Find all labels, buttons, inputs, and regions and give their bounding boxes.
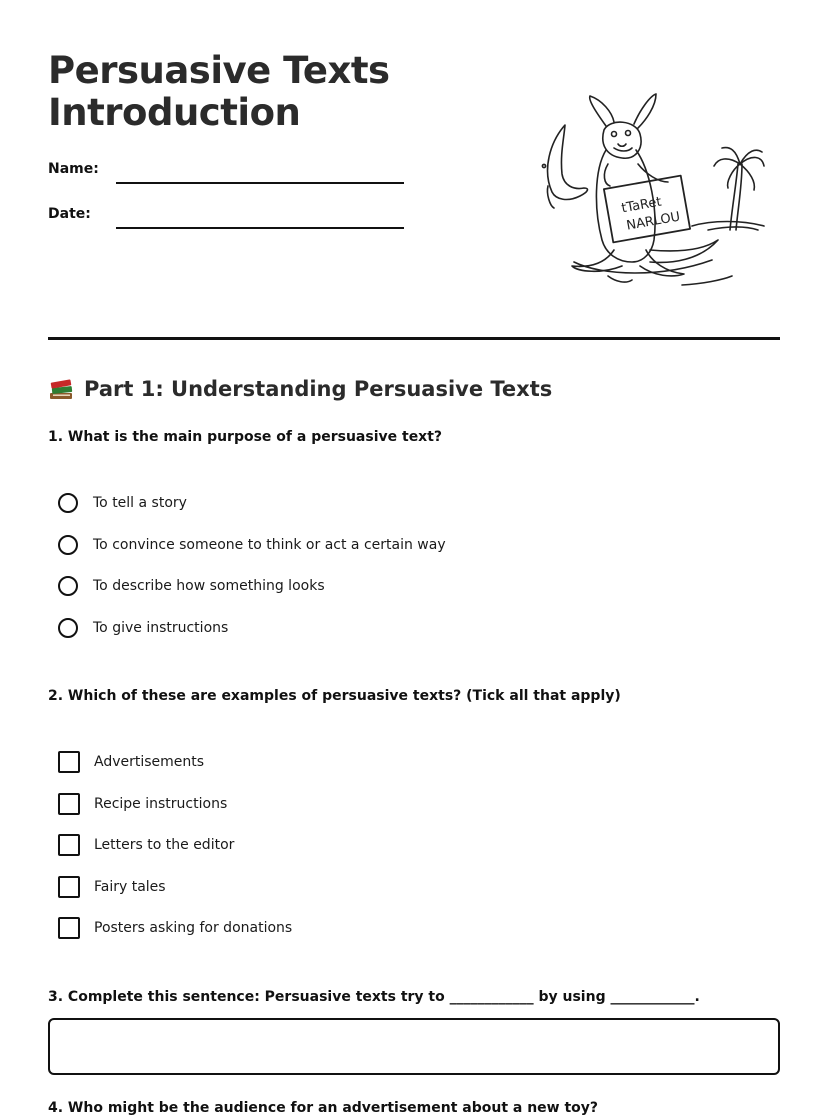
part-1-heading bbox=[48, 374, 552, 404]
question-2: 2. Which of these are examples of persuasive texts? (Tick all that apply) bbox=[48, 688, 621, 704]
checkbox[interactable] bbox=[58, 793, 80, 815]
question-3: 3. Complete this sentence: Persuasive texts try to ____________ by using ____________. bbox=[48, 989, 700, 1005]
question-1: 1. What is the main purpose of a persuasive text? bbox=[48, 429, 443, 445]
option-label: Posters asking for donations bbox=[94, 920, 293, 936]
section-divider bbox=[48, 337, 780, 340]
date-line[interactable] bbox=[116, 227, 404, 229]
option-label: Fairy tales bbox=[94, 879, 166, 895]
question-4: 4. Who might be the audience for an advertisement about a new toy? bbox=[48, 1100, 599, 1116]
option-label: Letters to the editor bbox=[94, 837, 235, 853]
radio-button[interactable] bbox=[58, 493, 78, 513]
radio-button[interactable] bbox=[58, 576, 78, 596]
q1-option-3[interactable] bbox=[58, 574, 325, 598]
q1-option-1[interactable] bbox=[58, 491, 187, 515]
q2-option-2[interactable] bbox=[58, 792, 227, 816]
worksheet-title bbox=[48, 50, 390, 134]
name-label: Name: bbox=[48, 161, 99, 177]
option-label: To tell a story bbox=[93, 495, 187, 511]
sign-text-line-2: NARLOU bbox=[625, 209, 682, 234]
option-label: To convince someone to think or act a certain way bbox=[93, 537, 446, 553]
sign-text-line-1: tTaRet bbox=[620, 194, 663, 217]
title-line-1: Persuasive Texts bbox=[48, 49, 390, 92]
date-field[interactable] bbox=[48, 205, 408, 235]
books-icon bbox=[48, 376, 74, 402]
radio-button[interactable] bbox=[58, 535, 78, 555]
radio-button[interactable] bbox=[58, 618, 78, 638]
option-label: To describe how something looks bbox=[93, 578, 325, 594]
name-line[interactable] bbox=[116, 182, 404, 184]
title-line-2: Introduction bbox=[48, 91, 301, 134]
q3-answer-box[interactable] bbox=[48, 1018, 780, 1075]
checkbox[interactable] bbox=[58, 834, 80, 856]
kangaroo-with-sign-icon bbox=[532, 90, 768, 290]
option-label: Advertisements bbox=[94, 754, 205, 770]
q1-option-2[interactable] bbox=[58, 533, 446, 557]
q1-option-4[interactable] bbox=[58, 616, 228, 640]
part-1-title: Part 1: Understanding Persuasive Texts bbox=[84, 377, 553, 401]
q2-option-1[interactable] bbox=[58, 750, 204, 774]
q2-option-4[interactable] bbox=[58, 875, 166, 899]
checkbox[interactable] bbox=[58, 876, 80, 898]
option-label: Recipe instructions bbox=[94, 796, 228, 812]
q2-option-5[interactable] bbox=[58, 916, 292, 940]
checkbox[interactable] bbox=[58, 917, 80, 939]
q2-option-3[interactable] bbox=[58, 833, 234, 857]
option-label: To give instructions bbox=[93, 620, 229, 636]
checkbox[interactable] bbox=[58, 751, 80, 773]
name-field[interactable] bbox=[48, 160, 408, 190]
date-label: Date: bbox=[48, 206, 91, 222]
